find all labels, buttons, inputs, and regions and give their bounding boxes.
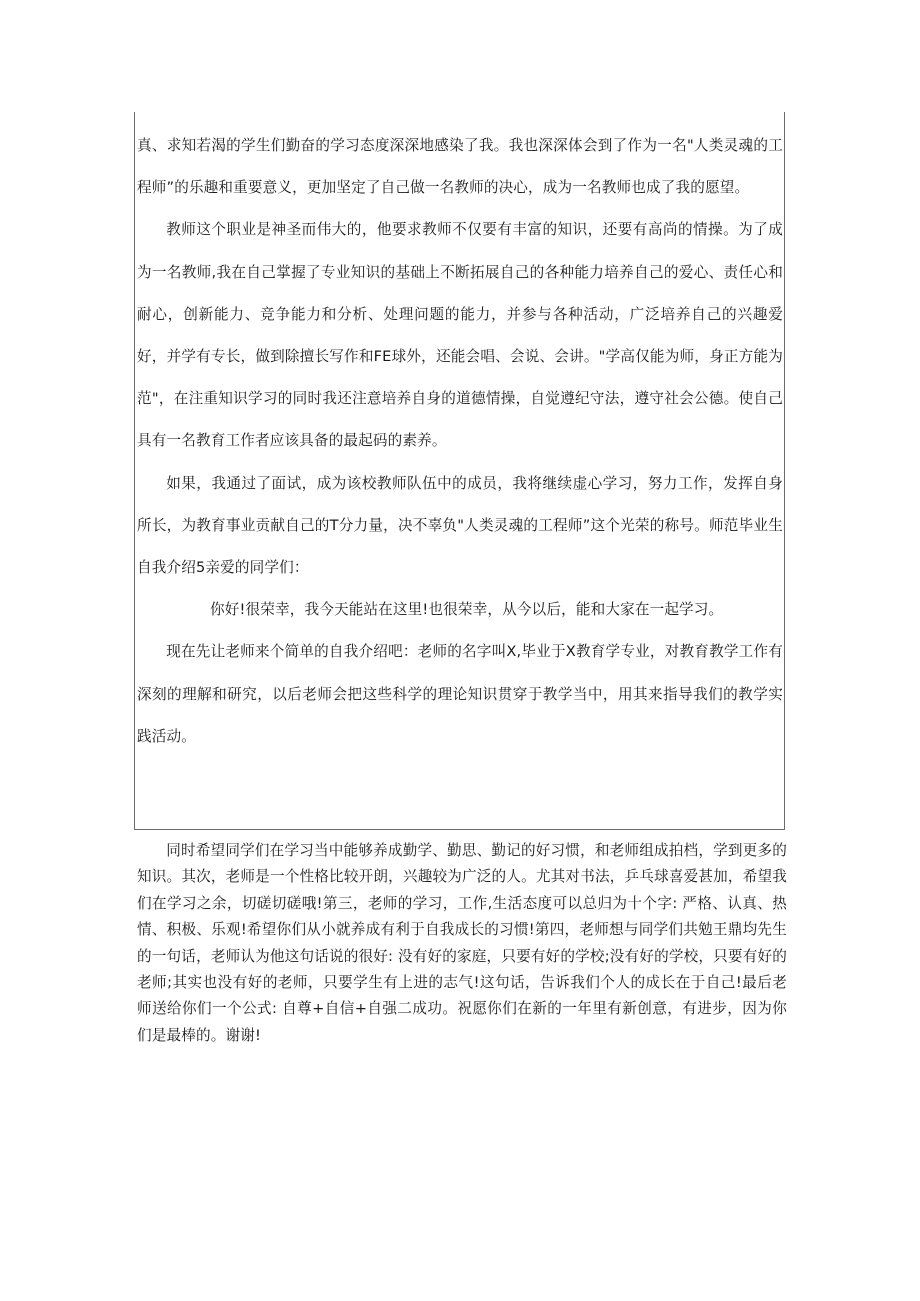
- paragraph-closing-wishes: 同时希望同学们在学习当中能够养成勤学、勤思、勤记的好习惯，和老师组成拍档，学到更多的知识。其次，老师是一个性格比较开朗，兴趣较为广泛的人。尤其对书法，乒乓球喜爱甚加，希望我们在学习之余，切磋切磋哦!第三，老师的学习，工作,生活态度可以总归为十个字: 严格、认真、热情、积极、乐观!希望你们从小就养成有利于自我成长的习惯!第四，老师想与同学们共勉王鼎均先生的一句话，老师认为他这句话说的很好: 没有好的家庭，只要有好的学校;没有好的学校，只要有好的老师;其实也没有好的老师，只要学生有上进的志气!这句话，告诉我们个人的成长在于自己!最后老师送给你们一个公式: 自尊+自信+自强二成功。祝愿你们在新的一年里有新创意，有进步，因为你们是最棒的。谢谢!: [137, 842, 787, 1044]
- closing-text-body: [137, 838, 787, 1049]
- bordered-text-body: [137, 125, 783, 758]
- paragraph-self-introduction: 现在先让老师来个简单的自我介绍吧：老师的名字叫X,毕业于X教育学专业，对教育教学工作有深刻的理解和研究，以后老师会把这些科学的理论知识贯穿于教学当中，用其来指导我们的教学实践活动。: [137, 643, 783, 745]
- paragraph-interview-pledge: 如果，我通过了面试，成为该校教师队伍中的成员，我将继续虚心学习，努力工作，发挥自身所长，为教育事业贡献自己的T分力量，决不辜负"人类灵魂的工程师”这个光荣的称号。师范毕业生自我介绍5亲爱的同学们：: [137, 474, 783, 577]
- paragraph-teacher-profession: 教师这个职业是神圣而伟大的，他要求教师不仅要有丰富的知识，还要有高尚的情操。为了成为一名教师,我在自己掌握了专业知识的基础上不断拓展自己的各种能力培养自己的爱心、责任心和耐心，创新能力、竞争能力和分析、处理问题的能力，并参与各种活动，广泛培养自己的兴趣爱好，并学有专长，做到除擅长写作和FE球外，还能会唱、会说、会讲。"学高仅能为师，身正方能为范"，在注重知识学习的同时我还注意培养自身的道德情操，自觉遵纪守法，遵守社会公德。使自己具有一名教育工作者应该具备的最起码的素养。: [137, 221, 783, 450]
- paragraph-greeting: 你好!很荣幸，我今天能站在这里!也很荣幸，从今以后，能和大家在一起学习。: [210, 601, 724, 619]
- paragraph-continuation: 真、求知若渴的学生们勤奋的学习态度深深地感染了我。我也深深体会到了作为一名"人类灵魂的工程师”的乐趣和重要意义，更加坚定了自己做一名教师的决心，成为一名教师也成了我的愿望。: [137, 137, 783, 197]
